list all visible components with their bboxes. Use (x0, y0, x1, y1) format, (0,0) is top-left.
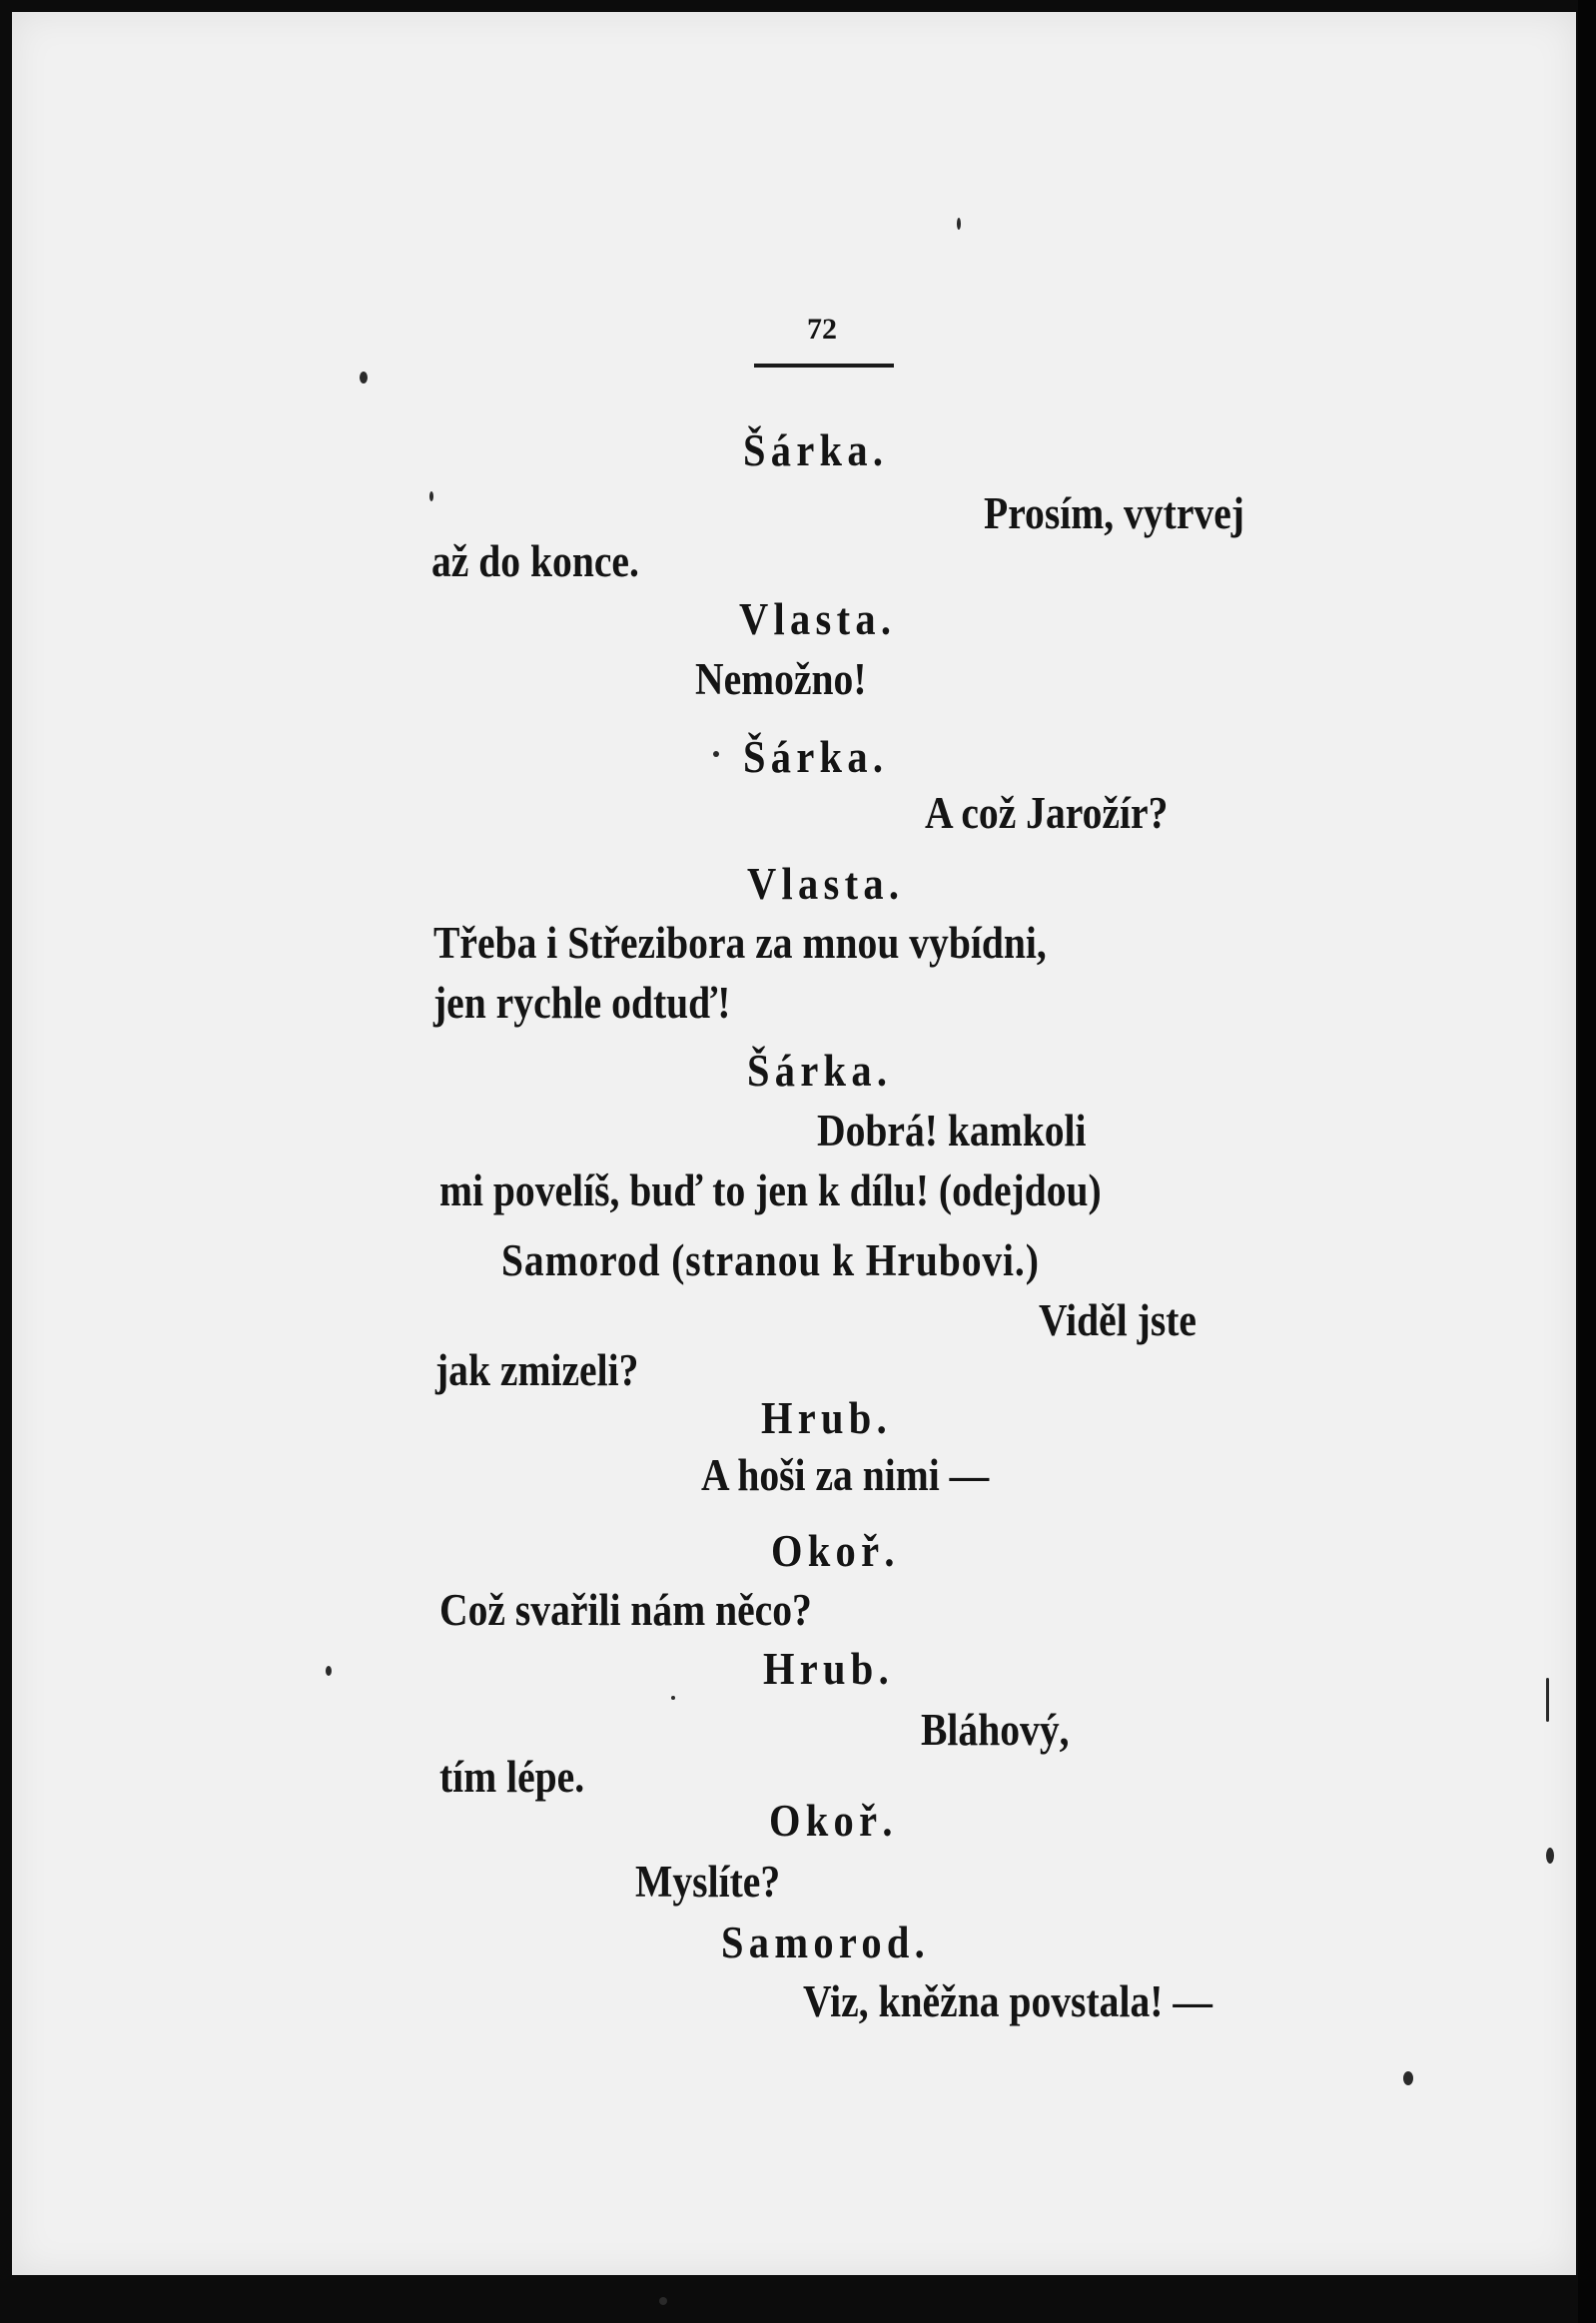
dialogue-line: Myslíte? (635, 1857, 781, 1907)
speck (429, 491, 433, 501)
dialogue-line: Viděl jste (1039, 1295, 1197, 1345)
speaker-name: Šárka. (743, 424, 889, 475)
dialogue-line: Třeba i Střezibora za mnou vybídni, (433, 918, 1047, 968)
speck (713, 751, 719, 757)
page-number: 72 (807, 313, 837, 346)
speaker-name: Hrub. (761, 1392, 893, 1443)
dialogue-line: jen rychle odtuď! (433, 978, 731, 1028)
speck (957, 218, 961, 230)
speaker-name: Okoř. (771, 1525, 900, 1576)
speck (671, 1696, 675, 1700)
speck (1546, 1678, 1549, 1722)
dialogue-line: Nemožno! (695, 654, 867, 704)
dialogue-line: Bláhový, (921, 1705, 1070, 1755)
speaker-name: Vlasta. (739, 593, 897, 644)
dialogue-line: Viz, kněžna povstala! — (803, 1976, 1212, 2026)
speck (360, 372, 368, 384)
speck (326, 1666, 332, 1676)
speaker-name: Hrub. (763, 1643, 895, 1694)
scan-edge (1578, 0, 1596, 2323)
dialogue-line: až do konce. (431, 536, 639, 586)
dialogue-line: tím lépe. (439, 1752, 585, 1802)
dialogue-line: jak zmizeli? (435, 1345, 639, 1395)
speck (659, 2297, 667, 2305)
speaker-name: Vlasta. (747, 858, 905, 909)
speaker-name: Okoř. (769, 1795, 898, 1846)
page-number-rule (754, 364, 894, 368)
dialogue-line: A což Jarožír? (925, 788, 1169, 838)
speaker-with-direction: Samorod (stranou k Hrubovi.) (501, 1235, 1040, 1285)
speaker-name: Šárka. (743, 731, 889, 782)
dialogue-line: Což svařili nám něco? (439, 1585, 812, 1635)
dialogue-line: mi povelíš, buď to jen k dílu! (odejdou) (439, 1165, 1102, 1215)
speaker-name: Šárka. (747, 1045, 893, 1096)
speck (1403, 2071, 1413, 2085)
dialogue-line: Dobrá! kamkoli (817, 1106, 1087, 1156)
speaker-name: Samorod. (721, 1917, 931, 1967)
dialogue-line: Prosím, vytrvej (984, 488, 1244, 538)
speck (1546, 1848, 1554, 1864)
dialogue-line: A hoši za nimi — (701, 1450, 990, 1500)
